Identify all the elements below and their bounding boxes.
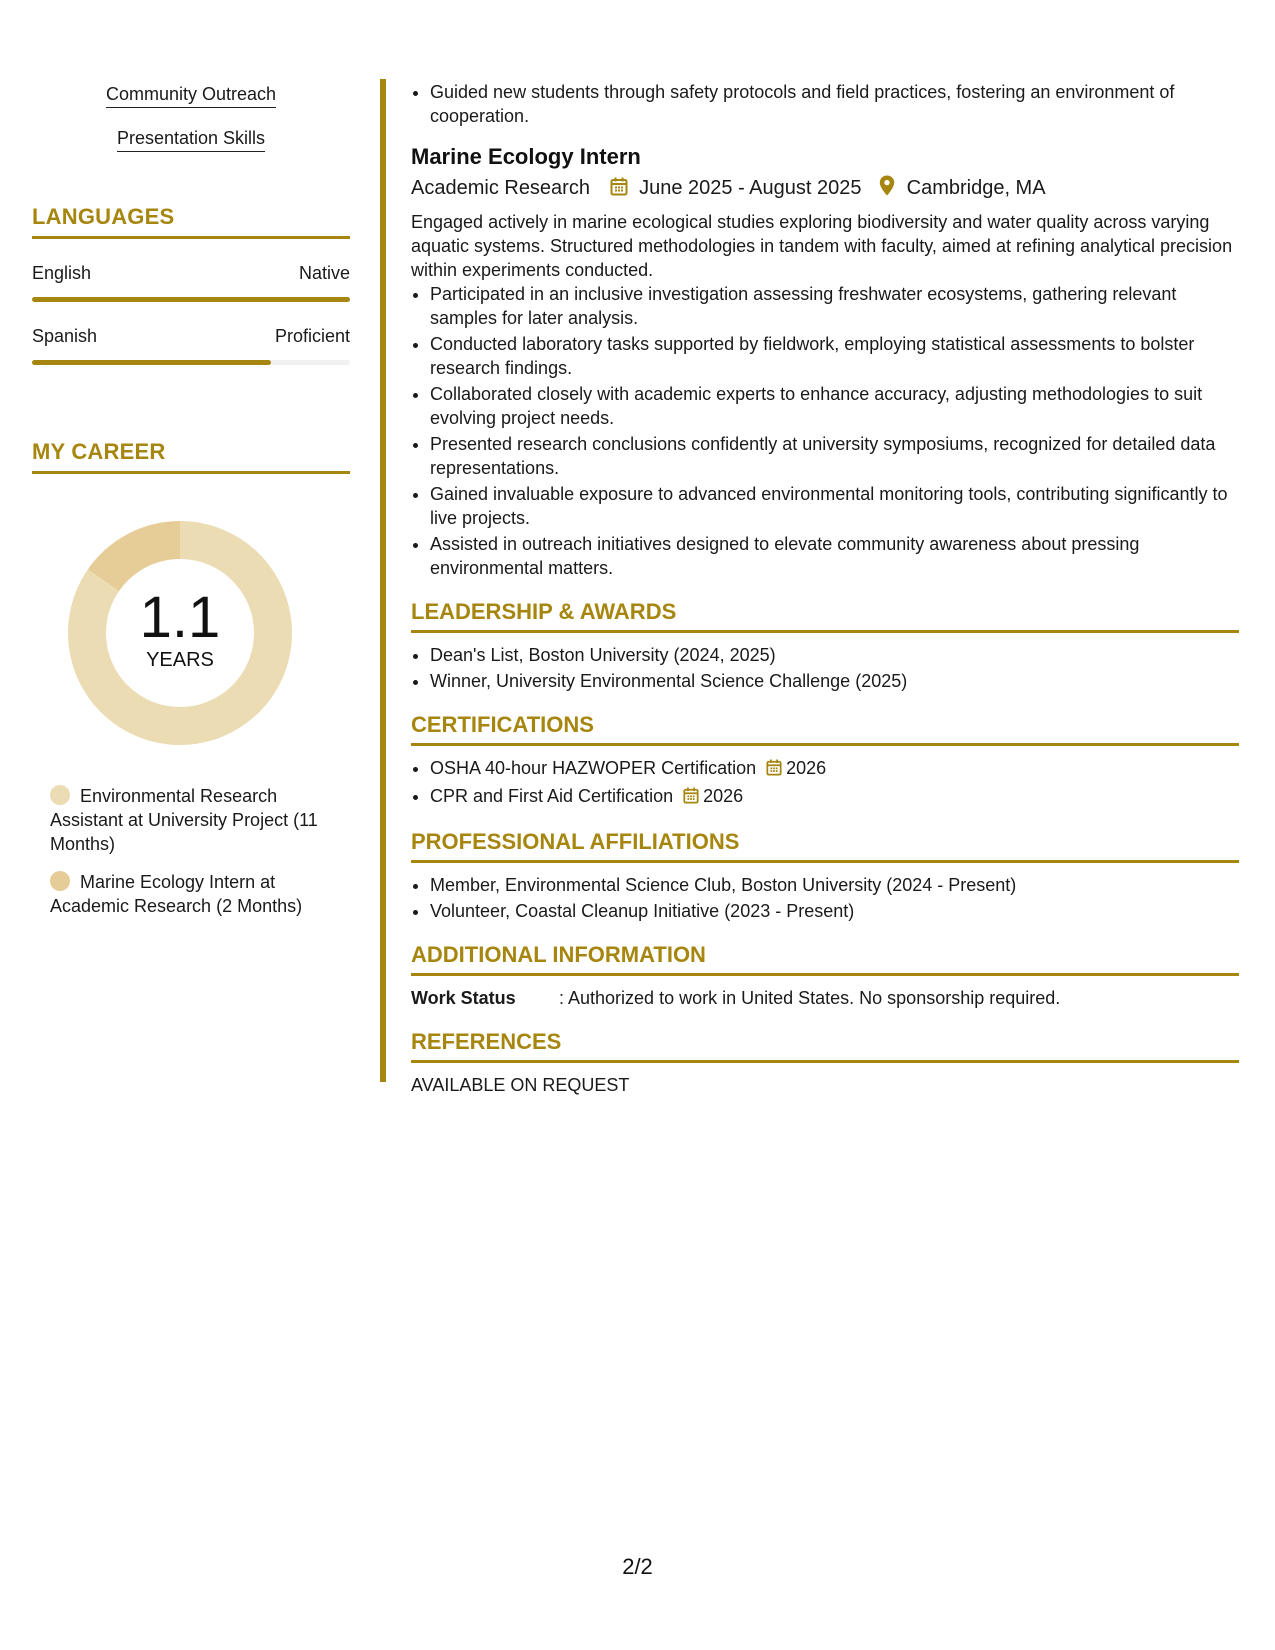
certification-item (430, 756, 1239, 782)
legend-dot (50, 785, 70, 805)
calendar-icon (766, 758, 782, 782)
language-item (32, 263, 350, 302)
certification-year: 2026 (703, 786, 744, 806)
language-level: Native (298, 263, 350, 283)
language-name: Spanish (32, 326, 98, 346)
career-legend (32, 784, 350, 918)
bullet-item: • Member, Environmental Science Club, Boston University (2024 - Present) (430, 873, 1239, 897)
bullet-item: • Collaborated closely with academic experts to enhance accuracy, adjusting methodologies to suit evolving project needs. (430, 382, 1239, 430)
bullet-item: • Volunteer, Coastal Cleanup Initiative (2023 - Present) (430, 899, 1239, 923)
certifications-list (411, 756, 1239, 810)
legend-dot (50, 871, 70, 891)
language-bar-fill (32, 297, 350, 302)
language-name: English (32, 263, 92, 283)
legend-label: Marine Ecology Intern at Academic Research (2 Months) (50, 872, 303, 916)
language-level: Proficient (274, 326, 350, 346)
bullet-item: • Presented research conclusions confidently at university symposiums, recognized for detailed data representations. (430, 432, 1239, 480)
legend-item (50, 784, 350, 856)
bullet-item: • Dean's List, Boston University (2024, 2025) (430, 643, 1239, 667)
left-column (32, 84, 350, 932)
previous-job-bullets (411, 80, 1239, 128)
bullet-item: • Winner, University Environmental Science Challenge (2025) (430, 669, 1239, 693)
job-company: Academic Research (411, 177, 590, 199)
bullet-item: • Conducted laboratory tasks supported by fieldwork, employing statistical assessments to bolster research findings. (430, 332, 1239, 380)
job-meta (411, 174, 1239, 204)
references-heading: REFERENCES (411, 1028, 1239, 1063)
column-divider (380, 79, 386, 1082)
legend-label: Environmental Research Assistant at University Project (11 Months) (50, 786, 318, 854)
job-bullets (411, 282, 1239, 580)
bullet-item: • Participated in an inclusive investigation assessing freshwater ecosystems, gathering relevant samples for later analysis. (430, 282, 1239, 330)
certification-item (430, 784, 1239, 810)
affiliations-list (411, 873, 1239, 923)
job-location: Cambridge, MA (906, 177, 1046, 199)
calendar-icon (610, 176, 628, 204)
additional-info-heading: ADDITIONAL INFORMATION (411, 941, 1239, 976)
legend-item (50, 870, 350, 918)
career-donut-chart (65, 518, 295, 748)
work-status-label: Work Status (411, 988, 516, 1008)
job-dates: June 2025 - August 2025 (639, 177, 862, 199)
bullet-item: • Guided new students through safety protocols and field practices, fostering an environment of cooperation. (430, 80, 1239, 128)
skill-item[interactable]: Community Outreach (106, 84, 276, 108)
page-number: 2/2 (622, 1554, 653, 1579)
job-description: Engaged actively in marine ecological studies exploring biodiversity and water quality across varying aquatic systems. Structured methodologies in tandem with faculty, aimed at refining analytical precision within experiments conducted. (411, 212, 1233, 280)
language-bar (32, 360, 350, 365)
right-column (411, 80, 1239, 1097)
affiliations-heading: PROFESSIONAL AFFILIATIONS (411, 828, 1239, 863)
certification-year: 2026 (786, 758, 827, 778)
certification-name: OSHA 40-hour HAZWOPER Certification (430, 758, 757, 778)
language-bar (32, 297, 350, 302)
certifications-heading: CERTIFICATIONS (411, 711, 1239, 746)
work-status-value: : Authorized to work in United States. No sponsorship required. (559, 988, 1061, 1008)
references-text: AVAILABLE ON REQUEST (411, 1075, 630, 1095)
career-heading: MY CAREER (32, 439, 350, 474)
career-unit: YEARS (146, 649, 214, 671)
leadership-list (411, 643, 1239, 693)
certification-name: CPR and First Aid Certification (430, 786, 674, 806)
calendar-icon (683, 786, 699, 810)
career-total: 1.1 (139, 585, 221, 650)
location-pin-icon (879, 175, 895, 204)
skill-item[interactable]: Presentation Skills (117, 128, 265, 152)
language-bar-fill (32, 360, 271, 365)
languages-heading: LANGUAGES (32, 204, 350, 239)
bullet-item: • Gained invaluable exposure to advanced environmental monitoring tools, contributing significantly to live projects. (430, 482, 1239, 530)
job-title: Marine Ecology Intern (411, 144, 641, 169)
bullet-item: • Assisted in outreach initiatives designed to elevate community awareness about pressing environmental matters. (430, 532, 1239, 580)
leadership-heading: LEADERSHIP & AWARDS (411, 598, 1239, 633)
language-item (32, 326, 350, 365)
work-status-row (411, 986, 1239, 1010)
